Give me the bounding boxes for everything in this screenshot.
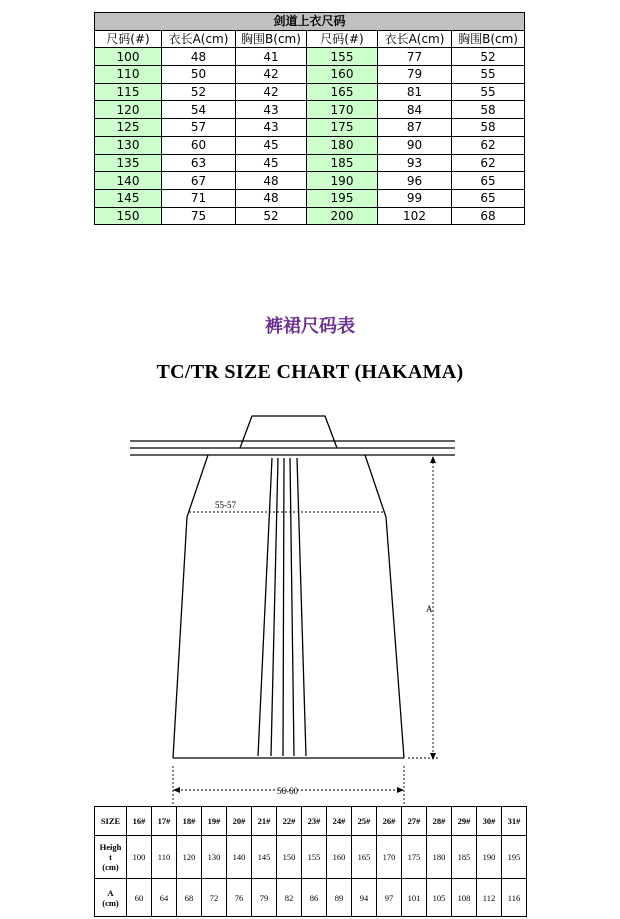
size-cell: 28# — [427, 807, 452, 836]
size-cell: 29# — [452, 807, 477, 836]
measure-cell: 45 — [236, 154, 307, 172]
a-value-cell: 82 — [277, 879, 302, 917]
column-header: 衣长A(cm) — [162, 30, 236, 48]
measure-cell: 57 — [162, 119, 236, 137]
a-value-cell: 112 — [477, 879, 502, 917]
pleat-line — [271, 458, 278, 756]
a-label — [95, 879, 127, 917]
measure-cell: 50 — [162, 66, 236, 84]
measure-cell: 43 — [236, 101, 307, 119]
pleat-line — [297, 458, 306, 756]
a-value-cell: 79 — [252, 879, 277, 917]
measure-cell: 41 — [236, 48, 307, 66]
size-cell: 190 — [307, 172, 378, 190]
size-cell: 17# — [152, 807, 177, 836]
pleat-line — [283, 458, 284, 756]
jacket-size-table — [94, 12, 525, 225]
measure-cell: 67 — [162, 172, 236, 190]
measure-cell: 48 — [236, 172, 307, 190]
height-cell: 160 — [327, 836, 352, 879]
size-cell: 22# — [277, 807, 302, 836]
jacket-table-title: 剑道上衣尺码 — [95, 13, 525, 31]
height-cell: 150 — [277, 836, 302, 879]
height-cell: 185 — [452, 836, 477, 879]
size-cell: 165 — [307, 83, 378, 101]
a-value-cell: 86 — [302, 879, 327, 917]
body-outline — [365, 455, 386, 517]
a-value-cell: 60 — [127, 879, 152, 917]
measure-cell: 52 — [452, 48, 525, 66]
size-cell: 170 — [307, 101, 378, 119]
measure-cell: 54 — [162, 101, 236, 119]
table-row — [95, 207, 525, 225]
column-header: 胸围B(cm) — [452, 30, 525, 48]
measure-cell: 79 — [378, 66, 452, 84]
a-value-cell: 76 — [227, 879, 252, 917]
measure-cell: 93 — [378, 154, 452, 172]
hakama-diagram — [0, 400, 620, 805]
size-cell: 23# — [302, 807, 327, 836]
a-value-cell: 68 — [177, 879, 202, 917]
size-cell: 110 — [95, 66, 162, 84]
table-row — [95, 101, 525, 119]
table-row — [95, 189, 525, 207]
size-cell: 27# — [402, 807, 427, 836]
size-cell: 21# — [252, 807, 277, 836]
measure-cell: 77 — [378, 48, 452, 66]
measure-cell: 90 — [378, 136, 452, 154]
size-cell: 160 — [307, 66, 378, 84]
table-row — [95, 172, 525, 190]
a-value-cell: 105 — [427, 879, 452, 917]
measure-cell: 42 — [236, 66, 307, 84]
size-cell: 26# — [377, 807, 402, 836]
size-cell: 19# — [202, 807, 227, 836]
hakama-title-cn: 裤裙尺码表 — [265, 316, 355, 337]
size-cell: 135 — [95, 154, 162, 172]
size-cell: 115 — [95, 83, 162, 101]
table-row — [95, 66, 525, 84]
column-header: 衣长A(cm) — [378, 30, 452, 48]
a-value-cell: 64 — [152, 879, 177, 917]
a-value-cell: 101 — [402, 879, 427, 917]
koshi-ita — [240, 416, 337, 448]
measure-cell: 65 — [452, 189, 525, 207]
table-row — [95, 136, 525, 154]
measure-cell: 48 — [236, 189, 307, 207]
size-cell: 16# — [127, 807, 152, 836]
height-cell: 175 — [402, 836, 427, 879]
size-cell: 140 — [95, 172, 162, 190]
height-cell: 195 — [502, 836, 527, 879]
measure-cell: 68 — [452, 207, 525, 225]
size-label: SIZE — [95, 807, 127, 836]
size-cell: 18# — [177, 807, 202, 836]
a-value-cell: 108 — [452, 879, 477, 917]
pleat-line — [290, 458, 294, 756]
size-cell: 180 — [307, 136, 378, 154]
arrow-head — [430, 456, 436, 463]
height-label-line: Heigh — [99, 842, 122, 852]
height-label — [95, 836, 127, 879]
a-value-cell: 97 — [377, 879, 402, 917]
measure-cell: 42 — [236, 83, 307, 101]
pleat-line — [258, 458, 272, 756]
body-outline — [187, 455, 208, 517]
column-header: 尺码(#) — [95, 30, 162, 48]
height-cell: 130 — [202, 836, 227, 879]
size-cell: 20# — [227, 807, 252, 836]
measure-cell: 48 — [162, 48, 236, 66]
size-cell: 31# — [502, 807, 527, 836]
a-value-cell: 116 — [502, 879, 527, 917]
size-cell: 145 — [95, 189, 162, 207]
table-row — [95, 83, 525, 101]
measure-cell: 87 — [378, 119, 452, 137]
size-cell: 125 — [95, 119, 162, 137]
column-header: 胸围B(cm) — [236, 30, 307, 48]
arrow-head — [173, 787, 180, 793]
height-cell: 120 — [177, 836, 202, 879]
height-cell: 110 — [152, 836, 177, 879]
a-value-cell: 89 — [327, 879, 352, 917]
measure-cell: 99 — [378, 189, 452, 207]
height-cell: 190 — [477, 836, 502, 879]
length-dimension-label: A — [426, 604, 433, 614]
a-value-cell: 94 — [352, 879, 377, 917]
size-cell: 185 — [307, 154, 378, 172]
height-cell: 155 — [302, 836, 327, 879]
size-cell: 200 — [307, 207, 378, 225]
table-row — [95, 48, 525, 66]
measure-cell: 71 — [162, 189, 236, 207]
table-row — [95, 119, 525, 137]
measure-cell: 84 — [378, 101, 452, 119]
height-cell: 165 — [352, 836, 377, 879]
height-cell: 145 — [252, 836, 277, 879]
size-cell: 25# — [352, 807, 377, 836]
measure-cell: 63 — [162, 154, 236, 172]
size-cell: 30# — [477, 807, 502, 836]
height-cell: 100 — [127, 836, 152, 879]
size-cell: 155 — [307, 48, 378, 66]
measure-cell: 45 — [236, 136, 307, 154]
measure-cell: 62 — [452, 154, 525, 172]
measure-cell: 75 — [162, 207, 236, 225]
column-header: 尺码(#) — [307, 30, 378, 48]
body-outline — [386, 517, 404, 758]
hakama-title-en: TC/TR SIZE CHART (HAKAMA) — [156, 361, 464, 383]
height-cell: 140 — [227, 836, 252, 879]
measure-cell: 58 — [452, 101, 525, 119]
a-value-cell: 72 — [202, 879, 227, 917]
body-outline — [173, 517, 187, 758]
a-label-line: (cm) — [102, 897, 119, 908]
hem-dimension-label: 56-60 — [277, 786, 298, 796]
height-label-line: t — [109, 852, 112, 862]
arrow-head — [397, 787, 404, 793]
hakama-size-table — [94, 806, 527, 917]
measure-cell: 65 — [452, 172, 525, 190]
size-cell: 195 — [307, 189, 378, 207]
measure-cell: 55 — [452, 83, 525, 101]
size-cell: 24# — [327, 807, 352, 836]
height-label-line: (cm) — [102, 862, 119, 872]
waist-dimension-label: 55-57 — [215, 500, 236, 510]
measure-cell: 96 — [378, 172, 452, 190]
measure-cell: 102 — [378, 207, 452, 225]
measure-cell: 81 — [378, 83, 452, 101]
a-label-line: A — [107, 887, 114, 898]
size-cell: 100 — [95, 48, 162, 66]
height-cell: 180 — [427, 836, 452, 879]
table-row — [95, 154, 525, 172]
arrow-head — [430, 753, 436, 760]
size-cell: 175 — [307, 119, 378, 137]
measure-cell: 58 — [452, 119, 525, 137]
measure-cell: 55 — [452, 66, 525, 84]
measure-cell: 62 — [452, 136, 525, 154]
measure-cell: 60 — [162, 136, 236, 154]
measure-cell: 52 — [236, 207, 307, 225]
measure-cell: 43 — [236, 119, 307, 137]
height-cell: 170 — [377, 836, 402, 879]
size-cell: 130 — [95, 136, 162, 154]
size-cell: 120 — [95, 101, 162, 119]
measure-cell: 52 — [162, 83, 236, 101]
size-cell: 150 — [95, 207, 162, 225]
